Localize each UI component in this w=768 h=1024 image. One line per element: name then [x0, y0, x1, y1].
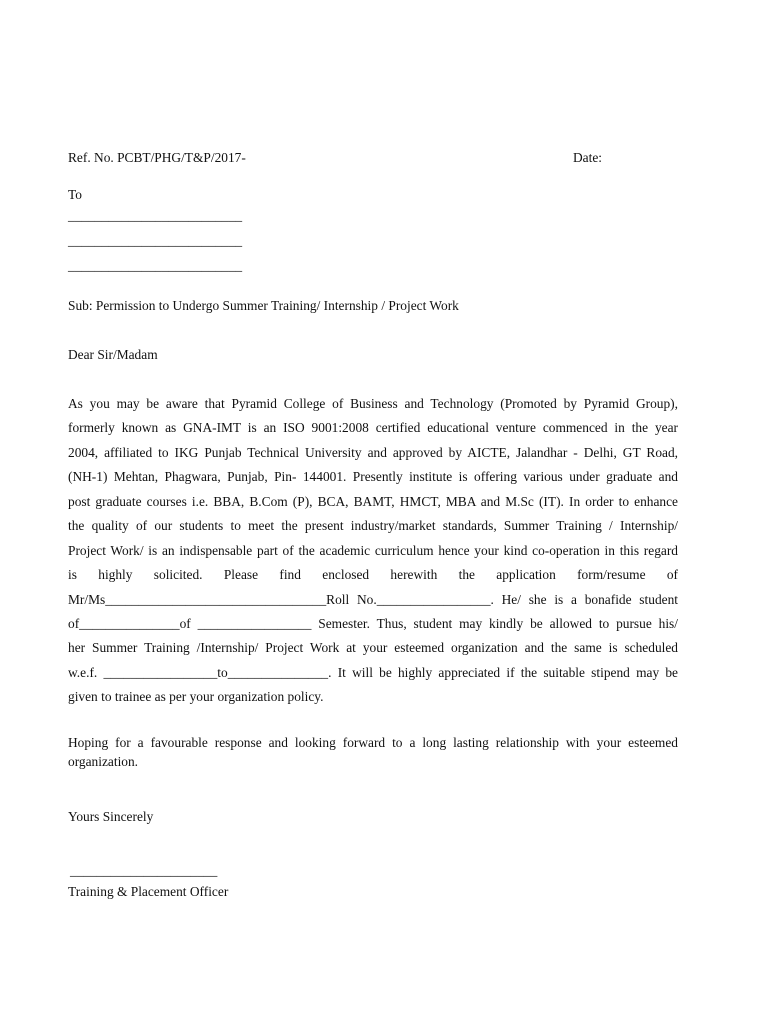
body-line: given to trainee as per your organization policy.	[68, 689, 324, 705]
signature-line: ______________________	[70, 863, 218, 878]
recipient-to-label: To	[68, 187, 82, 202]
body-line: of_______________of _________________ Semester. Thus, student may kindly be allowed to pursue his/	[68, 615, 678, 631]
body-line: post graduate courses i.e. BBA, B.Com (P), BCA, BAMT, HMCT, MBA and M.Sc (IT). In order to enhance	[68, 493, 678, 509]
body-line: w.e.f. _________________to_______________. It will be highly appreciated if the suitable stipend may be	[68, 664, 678, 680]
body-line: (NH-1) Mehtan, Phagwara, Punjab, Pin- 144001. Presently institute is offering various under graduate and	[68, 469, 678, 485]
valediction: Yours Sincerely	[68, 809, 154, 824]
body-line: As you may be aware that Pyramid College of Business and Technology (Promoted by Pyramid Group),	[68, 396, 678, 411]
salutation: Dear Sir/Madam	[68, 347, 158, 362]
body-line: is highly solicited. Please find enclosed herewith the application form/resume of	[68, 567, 678, 583]
reference-number: Ref. No. PCBT/PHG/T&P/2017-	[68, 150, 246, 165]
body-line: Project Work/ is an indispensable part of the academic curriculum hence your kind co-operation in this regard	[68, 542, 678, 558]
body-line: 2004, affiliated to IKG Punjab Technical University and approved by AICTE, Jalandhar - Delhi, GT Road,	[68, 444, 678, 460]
recipient-address-blank-3: __________________________	[68, 258, 243, 273]
closing-paragraph	[68, 733, 678, 771]
recipient-address-blank-1: __________________________	[68, 208, 243, 223]
body-paragraph	[68, 395, 678, 713]
recipient-address-blank-2: __________________________	[68, 233, 243, 248]
body-line: formerly known as GNA-IMT is an ISO 9001:2008 certified educational venture commenced in the year	[68, 420, 678, 436]
body-line: Mr/Ms_________________________________Roll No._________________. He/ she is a bonafide student	[68, 591, 678, 607]
closing-line: Hoping for a favourable response and looking forward to a long lasting relationship with your esteemed	[68, 735, 678, 750]
date-label: Date:	[573, 150, 602, 165]
signatory-title: Training & Placement Officer	[68, 884, 229, 899]
body-line: the quality of our students to meet the present industry/market standards, Summer Training / Internship/	[68, 518, 678, 534]
subject-line: Sub: Permission to Undergo Summer Training/ Internship / Project Work	[68, 298, 459, 313]
body-line: her Summer Training /Internship/ Project Work at your esteemed organization and the same is scheduled	[68, 640, 678, 656]
closing-line: organization.	[68, 754, 139, 769]
